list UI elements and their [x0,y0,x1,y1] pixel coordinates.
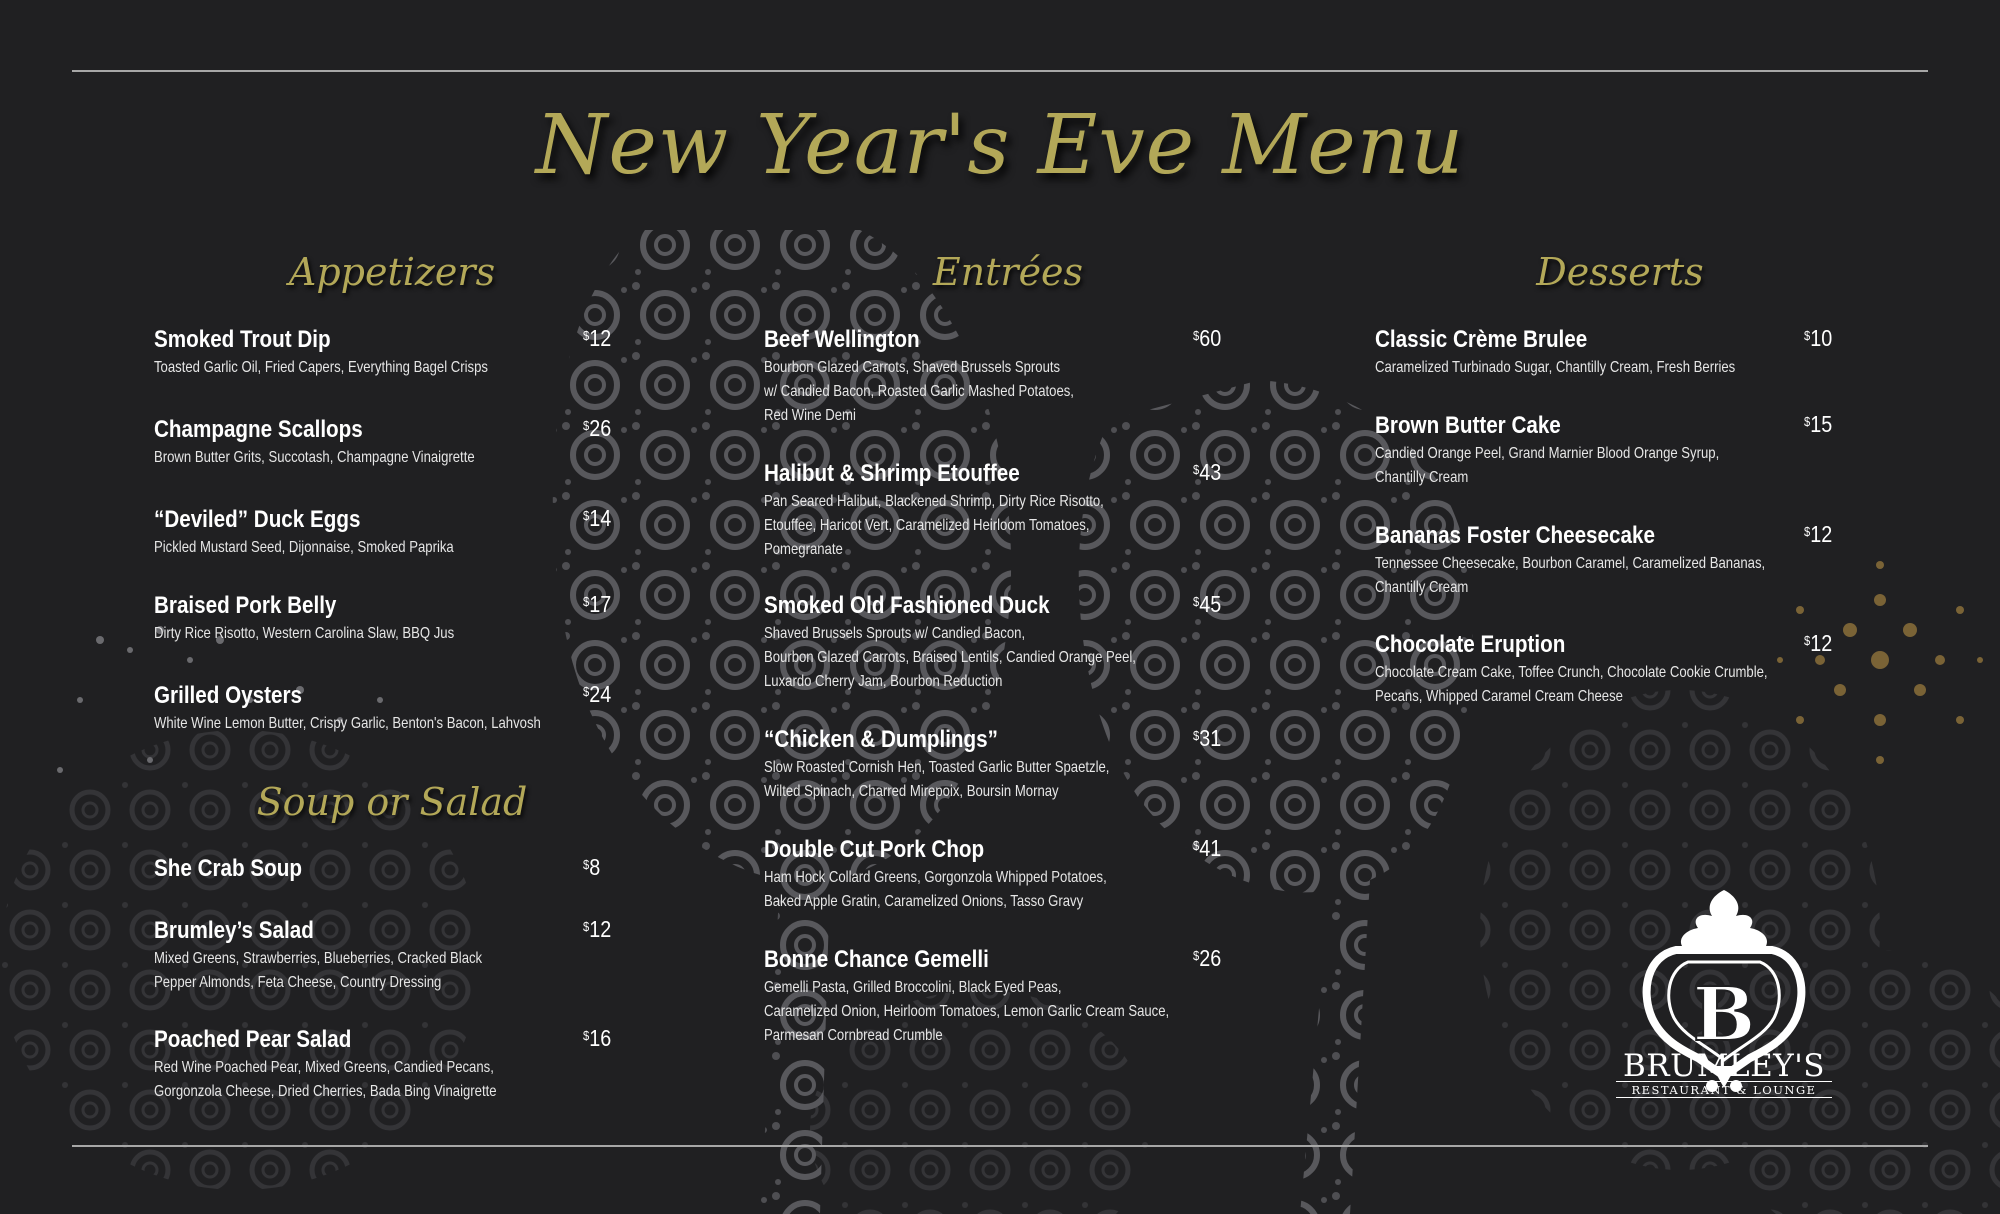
item-description-line: Red Wine Demi [764,407,856,424]
price-value: 24 [589,681,612,707]
item-description [154,947,482,995]
item-name: Smoked Trout Dip [154,326,331,353]
item-name: “Deviled” Duck Eggs [154,506,361,533]
menu-item [764,946,1258,1048]
currency-symbol: $ [583,684,590,699]
item-description-line: Tennessee Cheesecake, Bourbon Caramel, Caramelized Bananas, [1375,555,1766,572]
item-description [764,756,1109,804]
item-price [583,915,611,943]
item-name: Smoked Old Fashioned Duck [764,592,1050,619]
item-description [1375,442,1719,490]
item-description [154,356,488,380]
item-description [764,356,1074,428]
menu-item [764,726,1185,804]
price-value: 41 [1199,835,1222,861]
item-price [583,590,611,618]
item-name: Chocolate Eruption [1375,631,1566,658]
item-description-line: Parmesan Cornbread Crumble [764,1027,943,1044]
item-name: Beef Wellington [764,326,920,353]
menu-item [154,917,554,995]
menu-item [1375,631,1854,709]
item-description [764,622,1136,694]
item-description [154,536,454,560]
appetizers-heading: Appetizers [288,250,496,294]
price-value: 31 [1199,725,1222,751]
item-description [154,1056,497,1104]
item-price [583,1024,611,1052]
currency-symbol: $ [1193,838,1200,853]
item-description-line: Candied Orange Peel, Grand Marnier Blood Orange Syrup, [1375,445,1720,462]
item-name: Braised Pork Belly [154,592,337,619]
item-description [154,446,475,470]
item-description [154,622,454,646]
menu-item [1375,326,1814,380]
currency-symbol: $ [583,919,590,934]
currency-symbol: $ [583,857,590,872]
item-description-line: Chocolate Cream Cake, Toffee Crunch, Chocolate Cookie Crumble, [1375,664,1768,681]
menu-item [764,836,1182,914]
price-value: 14 [589,505,612,531]
top-rule [72,70,1928,72]
item-name: She Crab Soup [154,855,302,882]
bottom-rule [72,1145,1928,1147]
item-description-line: Pan Seared Halibut, Blackened Shrimp, Dirty Rice Risotto, [764,493,1104,510]
menu-item [154,416,545,470]
item-description [154,712,541,736]
price-value: 16 [589,1025,612,1051]
entrees-heading: Entrées [932,250,1084,294]
price-value: 12 [589,916,612,942]
item-description-line: Bourbon Glazed Carrots, Braised Lentils, Candied Orange Peel, [764,649,1136,666]
logo-name: BRUMLEY'S [1623,1048,1825,1084]
currency-symbol: $ [1804,414,1811,429]
item-name: Grilled Oysters [154,682,302,709]
item-description-line: Baked Apple Gratin, Caramelized Onions, Tasso Gravy [764,893,1084,910]
item-description [764,490,1104,562]
menu-item [1375,522,1851,600]
price-value: 12 [1810,630,1833,656]
currency-symbol: $ [1804,524,1811,539]
price-value: 8 [589,854,601,880]
price-value: 12 [1810,521,1833,547]
item-price [1193,458,1221,486]
item-name: Poached Pear Salad [154,1026,352,1053]
menu-item [764,592,1218,694]
item-description [1375,356,1735,380]
item-description-line: Caramelized Onion, Heirloom Tomatoes, Lemon Garlic Cream Sauce, [764,1003,1170,1020]
item-price [583,324,611,352]
logo-subtitle: RESTAURANT & LOUNGE [1616,1081,1832,1098]
price-value: 26 [589,415,612,441]
item-price [583,504,611,532]
item-description-line: Ham Hock Collard Greens, Gorgonzola Whipped Potatoes, [764,869,1107,886]
item-name: Bonne Chance Gemelli [764,946,989,973]
currency-symbol: $ [1193,328,1200,343]
currency-symbol: $ [583,1028,590,1043]
currency-symbol: $ [1193,948,1200,963]
item-description [1375,552,1765,600]
item-name: Classic Crème Brulee [1375,326,1588,353]
item-description-line: Slow Roasted Cornish Hen, Toasted Garlic Butter Spaetzle, [764,759,1110,776]
item-description-line: w/ Candied Bacon, Roasted Garlic Mashed Potatoes, [764,383,1074,400]
menu-item [154,506,520,560]
item-description-line: Pickled Mustard Seed, Dijonnaise, Smoked Paprika [154,539,454,556]
currency-symbol: $ [583,594,590,609]
item-price [583,414,611,442]
item-description-line: Mixed Greens, Strawberries, Blueberries, Cracked Black [154,950,483,967]
item-price [583,853,600,881]
item-name: Brumley’s Salad [154,917,314,944]
currency-symbol: $ [1193,728,1200,743]
menu-item [1375,412,1795,490]
soup-salad-heading: Soup or Salad [256,780,528,824]
menu-item [764,460,1178,562]
item-description-line: Luxardo Cherry Jam, Bourbon Reduction [764,673,1003,690]
item-name: Double Cut Pork Chop [764,836,985,863]
currency-symbol: $ [1804,328,1811,343]
item-price [1804,520,1832,548]
item-description-line: Chantilly Cream [1375,579,1469,596]
item-price [1804,629,1832,657]
menu-item [764,326,1142,428]
price-value: 15 [1810,411,1833,437]
item-price [583,680,611,708]
item-description-line: Toasted Garlic Oil, Fried Capers, Everything Bagel Crisps [154,359,488,376]
item-description-line: Etouffee, Haricot Vert, Caramelized Heirloom Tomatoes, [764,517,1090,534]
currency-symbol: $ [583,418,590,433]
item-description-line: Gemelli Pasta, Grilled Broccolini, Black Eyed Peas, [764,979,1062,996]
item-description-line: Gorgonzola Cheese, Dried Cherries, Bada Bing Vinaigrette [154,1083,497,1100]
item-description-line: Bourbon Glazed Carrots, Shaved Brussels Sprouts [764,359,1061,376]
desserts-heading: Desserts [1536,250,1704,294]
item-name: “Chicken & Dumplings” [764,726,998,753]
item-description-line: Pomegranate [764,541,843,558]
price-value: 60 [1199,325,1222,351]
menu-item [154,682,626,736]
price-value: 43 [1199,459,1222,485]
item-price [1193,324,1221,352]
item-description-line: Pecans, Whipped Caramel Cream Cheese [1375,688,1623,705]
price-value: 45 [1199,591,1222,617]
item-name: Champagne Scallops [154,416,363,443]
price-value: 10 [1810,325,1833,351]
item-price [1193,944,1221,972]
item-price [1193,834,1221,862]
currency-symbol: $ [1193,594,1200,609]
menu-item [154,592,520,646]
price-value: 17 [589,591,612,617]
currency-symbol: $ [1804,633,1811,648]
item-description-line: Shaved Brussels Sprouts w/ Candied Bacon, [764,625,1026,642]
item-name: Halibut & Shrimp Etouffee [764,460,1020,487]
menu-item [154,326,561,380]
currency-symbol: $ [1193,462,1200,477]
item-description-line: Caramelized Turbinado Sugar, Chantilly Cream, Fresh Berries [1375,359,1736,376]
currency-symbol: $ [583,508,590,523]
item-price [1193,590,1221,618]
item-description [764,976,1169,1048]
item-description-line: White Wine Lemon Butter, Crispy Garlic, Benton's Bacon, Lahvosh [154,715,541,732]
item-description-line: Wilted Spinach, Charred Mirepoix, Boursin Mornay [764,783,1059,800]
item-description-line: Brown Butter Grits, Succotash, Champagne Vinaigrette [154,449,475,466]
item-price [1804,410,1832,438]
price-value: 12 [589,325,612,351]
item-price [1804,324,1832,352]
item-description-line: Chantilly Cream [1375,469,1469,486]
item-description-line: Pepper Almonds, Feta Cheese, Country Dressing [154,974,442,991]
item-description [1375,661,1768,709]
item-description-line: Red Wine Poached Pear, Mixed Greens, Candied Pecans, [154,1059,494,1076]
menu-item [154,1026,572,1104]
menu-item [154,855,326,885]
item-price [1193,724,1221,752]
item-description [764,866,1107,914]
item-name: Bananas Foster Cheesecake [1375,522,1655,549]
price-value: 26 [1199,945,1222,971]
currency-symbol: $ [583,328,590,343]
menu-title: New Year's Eve Menu [535,98,1465,193]
item-name: Brown Butter Cake [1375,412,1561,439]
logo-monogram: B [1692,972,1756,1058]
item-description-line: Dirty Rice Risotto, Western Carolina Slaw, BBQ Jus [154,625,455,642]
